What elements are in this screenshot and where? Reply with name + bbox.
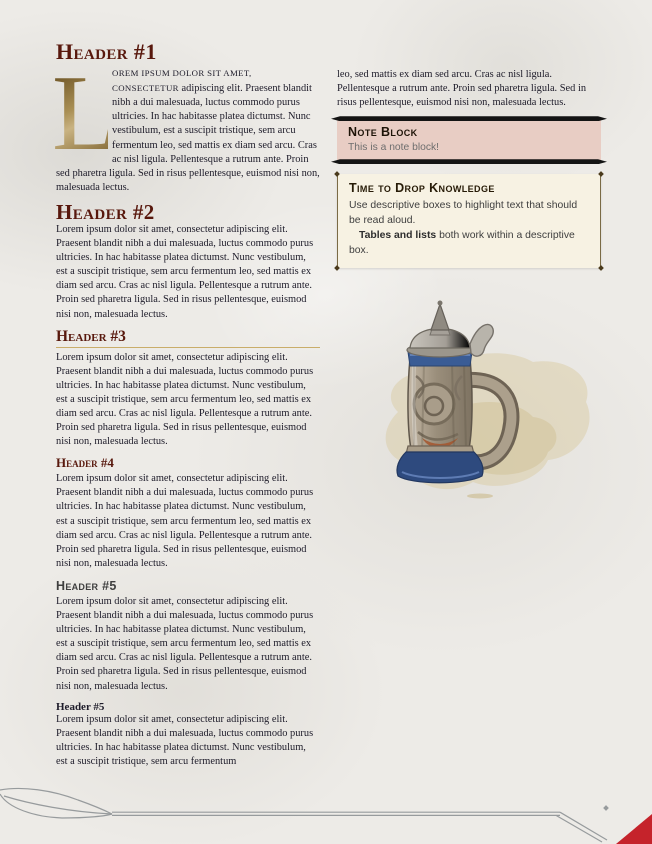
page-corner-triangle — [616, 814, 652, 844]
footer-flourish — [0, 788, 607, 842]
lead-smallcaps-text: OREM IPSUM DOLOR SIT AMET, CONSECTETUR — [112, 68, 252, 94]
section-header-3 — [56, 328, 320, 450]
section-2-paragraph: Lorem ipsum dolor sit amet, consectetur adipiscing elit. Praesent blandit nibh a dui malesuada, luctus commodo purus ultricies. In hac habitasse platea dictumst. Nunc vestibulum, est a suscipit tristique, sem arcu fermentum leo, sed mattis ex diam sed arcu. Cras ac nisl ligula. Pellentesque a rutrum ante. Proin sed pharetra ligula. Sed in risus pellentesque, euismod nisi non, malesuada lectus. — [56, 223, 314, 320]
section-4-paragraph: Lorem ipsum dolor sit amet, consectetur adipiscing elit. Praesent blandit nibh a dui malesuada, luctus commodo purus ultricies. In hac habitasse platea dictumst. Nunc vestibulum, est a suscipit tristique, sem arcu fermentum leo, sed mattis ex diam sed arcu. Cras ac nisl ligula. Pellentesque a rutrum ante. Proin sed pharetra ligula. Sed in risus pellentesque, euismod nisi non, malesuada lectus. — [56, 473, 314, 569]
page-title: Header #1 — [56, 39, 157, 64]
descriptive-box-line2-bold: Tables and lists — [359, 230, 437, 242]
note-block-body: This is a note block! — [348, 142, 439, 154]
section-header-6 — [56, 701, 320, 769]
section-4-title: Header #4 — [56, 455, 114, 471]
continuation-paragraph: leo, sed mattis ex diam sed arcu. Cras ac nisl ligula. Pellentesque a rutrum ante. Proin sed pharetra ligula. Sed in risus pellentesque, euismod nisi non, malesuada lectus. — [337, 69, 587, 109]
descriptive-box-title: Time to Drop Knowledge — [349, 181, 495, 196]
descriptive-box — [337, 174, 601, 268]
lead-body-text: adipiscing elit. Praesent blandit nibh a dui malesuada, luctus commodo purus ultricies. In hac habitasse platea dictumst. Nunc vestibulum, est a suscipit tristique, sem arcu fermentum leo, sed mattis ex diam sed arcu. Cras ac nisl ligula. Pellentesque a rutrum ante. Proin sed pharetra ligula. Sed in risus pellentesque, euismod nisi non, malesuada lectus. — [56, 83, 320, 193]
left-column — [52, 39, 320, 770]
right-column — [337, 68, 601, 268]
corner-dot — [334, 265, 340, 271]
section-header-4 — [56, 456, 320, 571]
section-2-title: Header #2 — [56, 199, 155, 224]
lead-paragraph — [52, 54, 320, 195]
section-3-title: Header #3 — [56, 328, 320, 348]
corner-dot — [334, 171, 340, 177]
section-3-paragraph: Lorem ipsum dolor sit amet, consectetur adipiscing elit. Praesent blandit nibh a dui malesuada, luctus commodo purus ultricies. In hac habitasse platea dictumst. Nunc vestibulum, est a suscipit tristique, sem arcu fermentum leo, sed mattis ex diam sed arcu. Cras ac nisl ligula. Pellentesque a rutrum ante. Proin sed pharetra ligula. Sed in risus pellentesque, euismod nisi non, malesuada lectus. — [56, 351, 314, 448]
stein-lid-finial — [431, 304, 449, 330]
footer-ornament — [0, 784, 652, 844]
section-5-paragraph: Lorem ipsum dolor sit amet, consectetur adipiscing elit. Praesent blandit nibh a dui malesuada, luctus commodo purus ultricies. In hac habitasse platea dictumst. Nunc vestibulum, est a suscipit tristique, sem arcu fermentum leo, sed mattis ex diam sed arcu. Cras ac nisl ligula. Pellentesque a rutrum ante. Proin sed pharetra ligula. Sed in risus pellentesque, euismod nisi non, malesuada lectus. — [56, 595, 314, 692]
descriptive-box-line2-rest: both work within a descriptive box. — [349, 230, 575, 257]
stein-thumb-lever — [470, 324, 493, 356]
section-6-paragraph: Lorem ipsum dolor sit amet, consectetur adipiscing elit. Praesent blandit nibh a dui malesuada, luctus commodo purus ultricies. In hac habitasse platea dictumst. Nunc vestibulum, est a suscipit tristique, sem arcu fermentum — [56, 713, 314, 767]
stein-relief-medallion — [414, 384, 454, 424]
section-header-5 — [56, 579, 320, 694]
descriptive-box-line2 — [349, 228, 589, 258]
section-5-title: Header #5 — [56, 578, 117, 593]
footer-diamond — [603, 805, 609, 811]
section-header-2 — [56, 201, 320, 322]
drop-cap: L — [52, 54, 118, 174]
beer-stein-image — [358, 292, 598, 502]
corner-dot — [598, 171, 604, 177]
section-6-title: Header #5 — [56, 700, 105, 713]
corner-dot — [598, 265, 604, 271]
stein-finial-tip — [438, 301, 443, 306]
watercolor-drip — [467, 494, 493, 499]
note-block-title: Note Block — [348, 125, 418, 140]
note-block — [337, 118, 601, 162]
descriptive-box-line1: Use descriptive boxes to highlight text that should be read aloud. — [349, 200, 578, 227]
